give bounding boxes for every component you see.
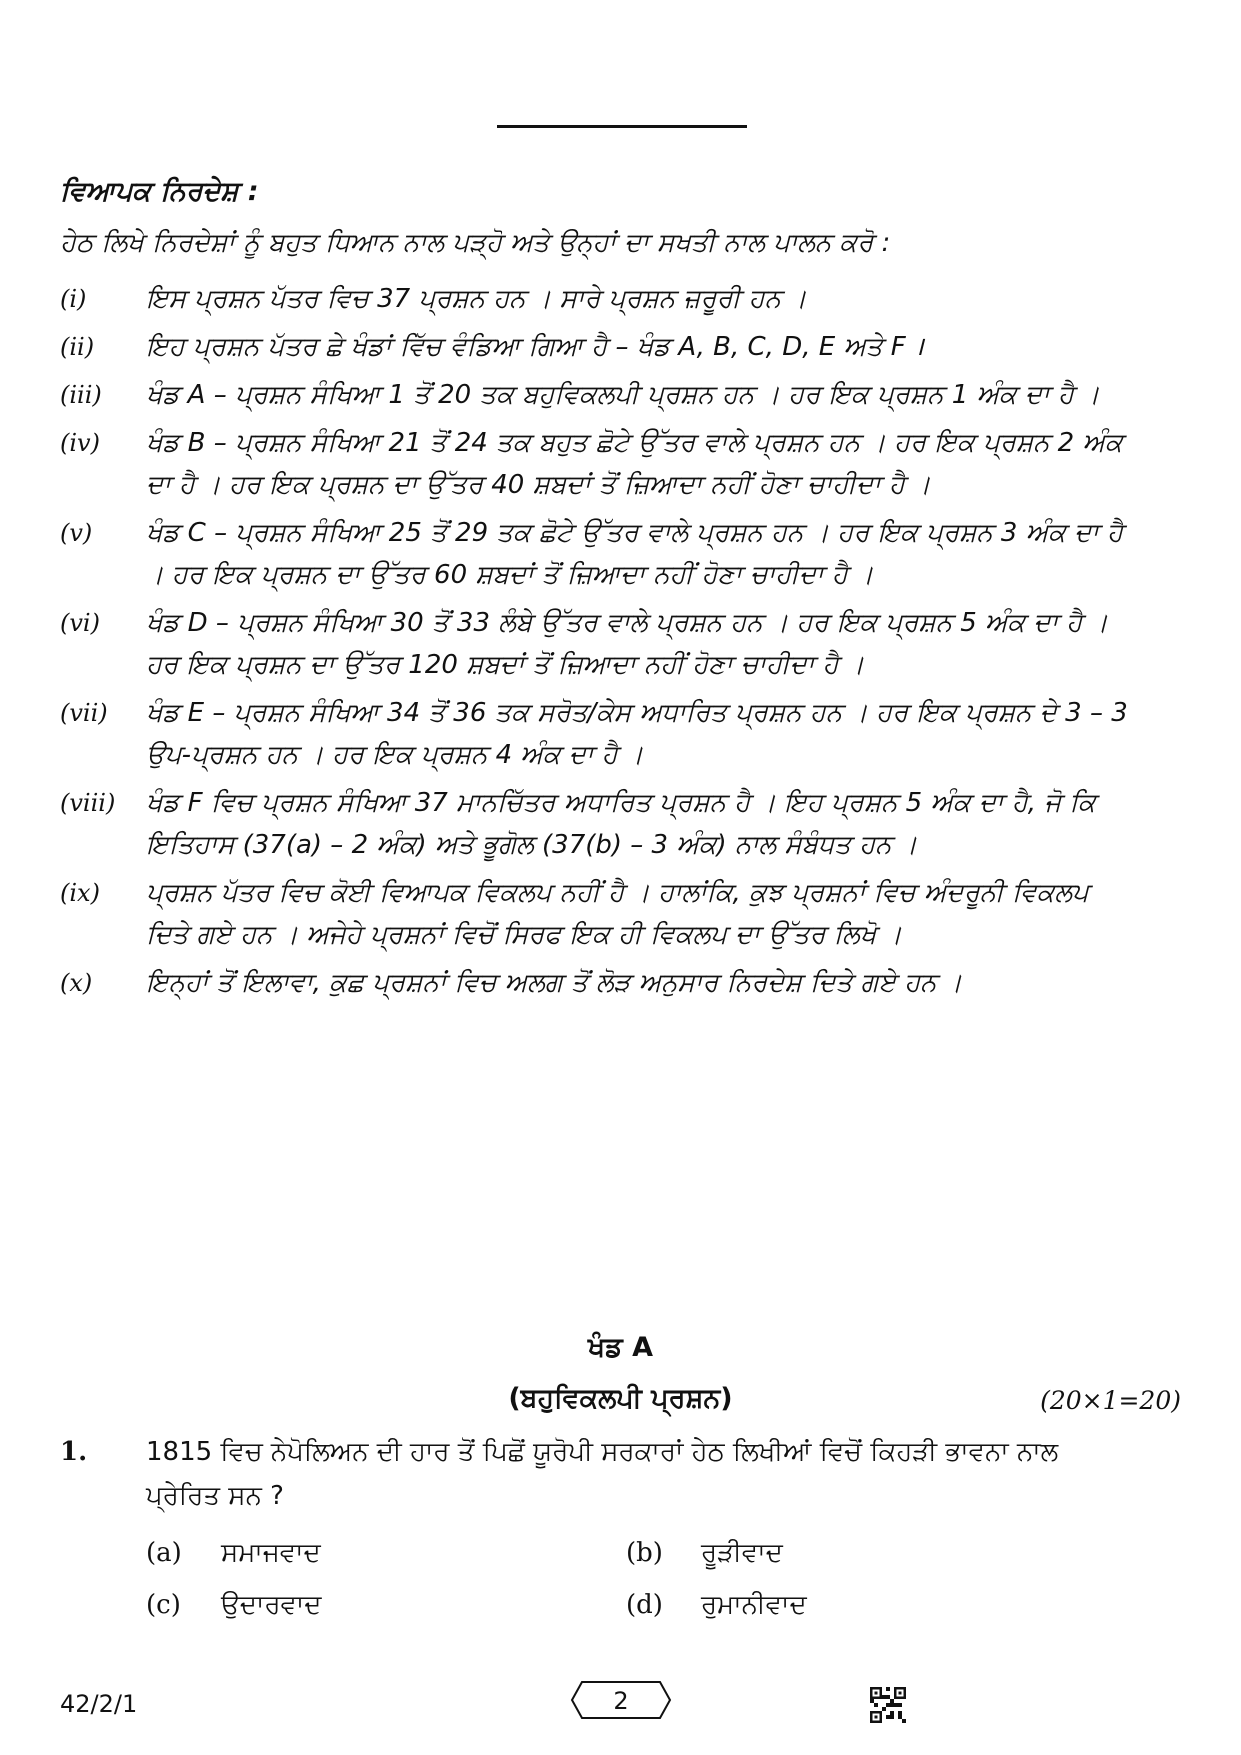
question-text: 1815 ਵਿਚ ਨੇਪੋਲਿਅਨ ਦੀ ਹਾਰ ਤੋਂ ਪਿਛੋਂ ਯੂਰੋਪੀ ਸਰਕਾਰਾਂ ਹੇਠ ਲਿਖੀਆਂ ਵਿਚੋਂ ਕਿਹੜੀ ਭਾਵਨਾ ਨਾਲ ਪ੍ਰੇਰਿਤ ਸਨ ? [146,1437,1059,1511]
page-number: 2 [613,1687,629,1715]
instruction-item [60,962,1130,1004]
question-number: 1. [60,1437,88,1467]
option-text: ਰੂੜੀਵਾਦ [701,1538,783,1568]
option-d [626,1579,1106,1631]
instruction-item [60,278,1130,320]
option-b [626,1527,1106,1579]
section-title: ਖੰਡ A [588,1332,653,1363]
instruction-text: ਖੰਡ B – ਪ੍ਰਸ਼ਨ ਸੰਖਿਆ 21 ਤੋਂ 24 ਤਕ ਬਹੁਤ ਛੋਟੇ ਉੱਤਰ ਵਾਲੇ ਪ੍ਰਸ਼ਨ ਹਨ । ਹਰ ਇਕ ਪ੍ਰਸ਼ਨ 2 ਅੰਕ ਦਾ ਹੈ । ਹਰ ਇਕ ਪ੍ਰਸ਼ਨ ਦਾ ਉੱਤਰ 40 ਸ਼ਬਦਾਂ ਤੋਂ ਜ਼ਿਆਦਾ ਨਹੀਂ ਹੋਣਾ ਚਾਹੀਦਾ ਹੈ । [146,428,1123,500]
instruction-item [60,602,1130,686]
instruction-text: ਇਹ ਪ੍ਰਸ਼ਨ ਪੱਤਰ ਛੇ ਖੰਡਾਂ ਵਿੱਚ ਵੰਡਿਆ ਗਿਆ ਹੈ – ਖੰਡ A, B, C, D, E ਅਤੇ F । [146,332,924,362]
option-label: (a) [146,1538,182,1568]
options-row [146,1579,1106,1631]
option-text: ਸਮਾਜਵਾਦ [221,1538,321,1568]
question-1 [60,1430,1140,1518]
instruction-text: ਇਨ੍ਹਾਂ ਤੋਂ ਇਲਾਵਾ, ਕੁਛ ਪ੍ਰਸ਼ਨਾਂ ਵਿਚ ਅਲਗ ਤੋਂ ਲੋੜ ਅਨੁਸਾਰ ਨਿਰਦੇਸ਼ ਦਿਤੇ ਗਏ ਹਨ । [146,968,963,998]
instruction-number: (i) [60,285,87,313]
instruction-item [60,422,1130,506]
paper-code: 42/2/1 [60,1690,138,1718]
qr-code-icon [870,1687,906,1723]
instruction-item [60,326,1130,368]
instruction-text: ਖੰਡ A – ਪ੍ਰਸ਼ਨ ਸੰਖਿਆ 1 ਤੋਂ 20 ਤਕ ਬਹੁਵਿਕਲਪੀ ਪ੍ਰਸ਼ਨ ਹਨ । ਹਰ ਇਕ ਪ੍ਰਸ਼ਨ 1 ਅੰਕ ਦਾ ਹੈ । [146,380,1100,410]
instruction-item [60,512,1130,596]
instruction-text: ਪ੍ਰਸ਼ਨ ਪੱਤਰ ਵਿਚ ਕੋਈ ਵਿਆਪਕ ਵਿਕਲਪ ਨਹੀਂ ਹੈ । ਹਾਲਾਂਕਿ, ਕੁਝ ਪ੍ਰਸ਼ਨਾਂ ਵਿਚ ਅੰਦਰੂਨੀ ਵਿਕਲਪ ਦਿਤੇ ਗਏ ਹਨ । ਅਜੇਹੇ ਪ੍ਰਸ਼ਨਾਂ ਵਿਚੋਂ ਸਿਰਫ ਇਕ ਹੀ ਵਿਕਲਪ ਦਾ ਉੱਤਰ ਲਿਖੋ । [146,878,1089,950]
option-label: (b) [626,1538,663,1568]
instruction-number: (vi) [60,609,100,637]
top-rule [497,125,747,128]
instructions-list [60,278,1130,1010]
option-text: ਉਦਾਰਵਾਦ [221,1590,322,1620]
instruction-item [60,374,1130,416]
instruction-item [60,692,1130,776]
instruction-item [60,782,1130,866]
instruction-number: (viii) [60,789,116,817]
section-subtitle: (ਬਹੁਵਿਕਲਪੀ ਪ੍ਰਸ਼ਨ) [508,1383,733,1414]
instruction-text: ਖੰਡ E – ਪ੍ਰਸ਼ਨ ਸੰਖਿਆ 34 ਤੋਂ 36 ਤਕ ਸਰੋਤ/ਕੇਸ ਅਧਾਰਿਤ ਪ੍ਰਸ਼ਨ ਹਨ । ਹਰ ਇਕ ਪ੍ਰਸ਼ਨ ਦੇ 3 – 3 ਉਪ-ਪ੍ਰਸ਼ਨ ਹਨ । ਹਰ ਇਕ ਪ੍ਰਸ਼ਨ 4 ਅੰਕ ਦਾ ਹੈ । [146,698,1128,770]
instruction-number: (iv) [60,429,100,457]
instruction-number: (iii) [60,381,102,409]
option-label: (c) [146,1590,181,1620]
instruction-number: (ix) [60,879,100,907]
page-number-badge [570,1680,672,1720]
instruction-item [60,872,1130,956]
option-a [146,1527,626,1579]
instruction-number: (vii) [60,699,108,727]
question-1-options [146,1527,1106,1631]
section-marks: (20×1=20) [1040,1386,1181,1415]
instruction-number: (v) [60,519,93,547]
instruction-text: ਖੰਡ D – ਪ੍ਰਸ਼ਨ ਸੰਖਿਆ 30 ਤੋਂ 33 ਲੰਬੇ ਉੱਤਰ ਵਾਲੇ ਪ੍ਰਸ਼ਨ ਹਨ । ਹਰ ਇਕ ਪ੍ਰਸ਼ਨ 5 ਅੰਕ ਦਾ ਹੈ । ਹਰ ਇਕ ਪ੍ਰਸ਼ਨ ਦਾ ਉੱਤਰ 120 ਸ਼ਬਦਾਂ ਤੋਂ ਜ਼ਿਆਦਾ ਨਹੀਂ ਹੋਣਾ ਚਾਹੀਦਾ ਹੈ । [146,608,1109,680]
general-instructions-heading: ਵਿਆਪਕ ਨਿਰਦੇਸ਼ : [60,176,259,207]
option-label: (d) [626,1590,663,1620]
instruction-text: ਖੰਡ C – ਪ੍ਰਸ਼ਨ ਸੰਖਿਆ 25 ਤੋਂ 29 ਤਕ ਛੋਟੇ ਉੱਤਰ ਵਾਲੇ ਪ੍ਰਸ਼ਨ ਹਨ । ਹਰ ਇਕ ਪ੍ਰਸ਼ਨ 3 ਅੰਕ ਦਾ ਹੈ । ਹਰ ਇਕ ਪ੍ਰਸ਼ਨ ਦਾ ਉੱਤਰ 60 ਸ਼ਬਦਾਂ ਤੋਂ ਜ਼ਿਆਦਾ ਨਹੀਂ ਹੋਣਾ ਚਾਹੀਦਾ ਹੈ । [146,518,1123,590]
option-text: ਰੁਮਾਨੀਵਾਦ [701,1590,807,1620]
option-c [146,1579,626,1631]
instruction-text: ਇਸ ਪ੍ਰਸ਼ਨ ਪੱਤਰ ਵਿਚ 37 ਪ੍ਰਸ਼ਨ ਹਨ । ਸਾਰੇ ਪ੍ਰਸ਼ਨ ਜ਼ਰੂਰੀ ਹਨ । [146,284,807,314]
instruction-text: ਖੰਡ F ਵਿਚ ਪ੍ਰਸ਼ਨ ਸੰਖਿਆ 37 ਮਾਨਚਿੱਤਰ ਅਧਾਰਿਤ ਪ੍ਰਸ਼ਨ ਹੈ । ਇਹ ਪ੍ਰਸ਼ਨ 5 ਅੰਕ ਦਾ ਹੈ, ਜੋ ਕਿ ਇਤਿਹਾਸ (37(a) – 2 ਅੰਕ) ਅਤੇ ਭੂਗੋਲ (37(b) – 3 ਅੰਕ) ਨਾਲ ਸੰਬੰਧਤ ਹਨ । [146,788,1096,860]
instructions-intro: ਹੇਠ ਲਿਖੇ ਨਿਰਦੇਸ਼ਾਂ ਨੂੰ ਬਹੁਤ ਧਿਆਨ ਨਾਲ ਪੜ੍ਹੋ ਅਤੇ ਉਨ੍ਹਾਂ ਦਾ ਸਖਤੀ ਨਾਲ ਪਾਲਨ ਕਰੋ : [60,228,891,258]
instruction-number: (ii) [60,333,95,361]
options-row [146,1527,1106,1579]
instruction-number: (x) [60,969,93,997]
